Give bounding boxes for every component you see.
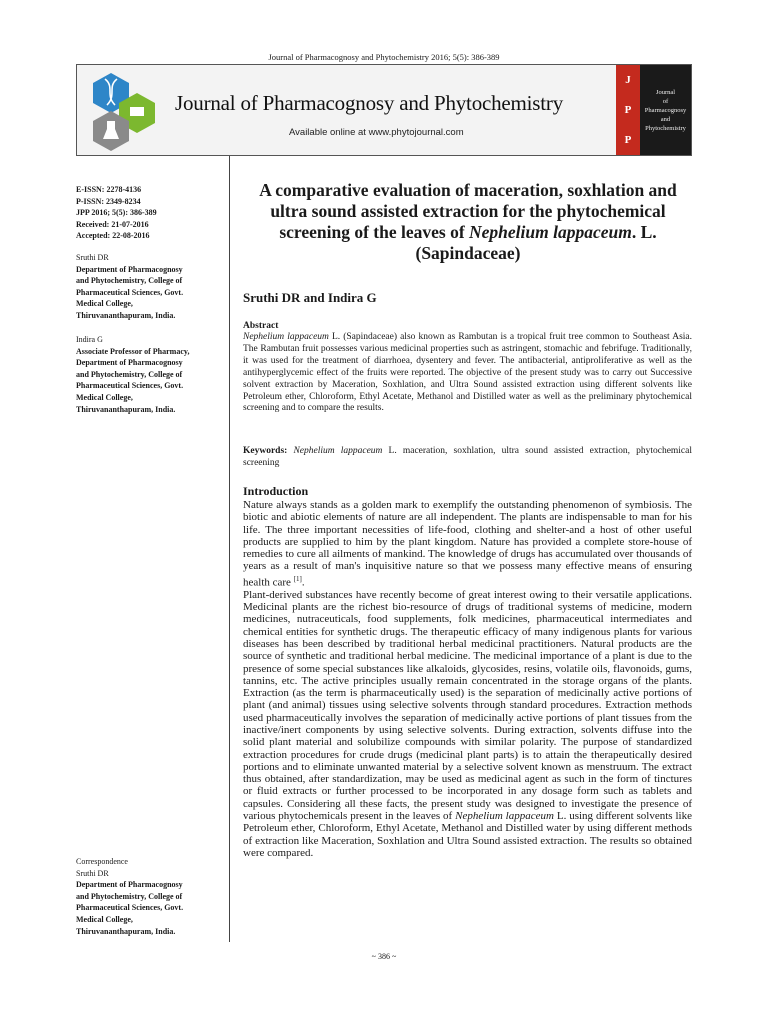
p-issn: P-ISSN: 2349-8234 (76, 196, 141, 206)
journal-logo-icon (85, 71, 161, 151)
citation-ref: [1] (293, 574, 302, 583)
badge-line: and (660, 115, 671, 123)
article-authors: Sruthi DR and Indira G (243, 290, 377, 305)
article-title (243, 180, 693, 264)
badge-line: Pharmacognosy (644, 106, 687, 114)
volume-info: JPP 2016; 5(5): 386-389 (76, 208, 157, 218)
title-species: Nephelium lappaceum (469, 222, 632, 242)
correspondence-label: Correspondence (76, 857, 128, 866)
correspondence-block (76, 856, 226, 937)
strip-letter: P (624, 104, 632, 116)
affiliation-line: Thiruvananthapuram, India. (76, 310, 176, 320)
available-online-text: Available online at www.phytojournal.com (289, 127, 464, 138)
affiliation-line: Thiruvananthapuram, India. (76, 926, 176, 936)
intro-p1-text: Nature always stands as a golden mark to exemplify the outstanding phenomenon of symbiosis. The biotic and abiotic elements of nature are all independent. The plants are indispensable to man for his life. The three important necessities of life-food, clothing and shelter-and a host of other useful products are supplied to him by the plant kingdom. Nature has provided a complete store-house of remedies to cure all ailments of mankind. The knowledge of drugs has accumulated over thousands of years as a result of man's inquisitive nature so that we possess many effective means of ensuring health care (243, 499, 692, 589)
abstract-text: L. (Sapindaceae) also known as Rambutan is a tropical fruit tree common to Southeast Asia. The Rambutan fruit possesses various medicinal properties such as astringent, stomachic and febrifuge. Traditionally, it was used for the treatment of diarrhoea, dysentery and fever. The antibacterial, antiproliferative as well as the antihyperglycemic effect of the fruits were reported. The objective of the present study was to carry out Successive solvent extraction by Maceration, Soxhlation, and Ultra Sound assisted extraction using different solvents like Petroleum ether, Chloroform, Ethyl Acetate, Methanol and Distilled water as well as the preliminary phytochemical screening and to compare the results. (243, 332, 693, 414)
title-text-end: . L. (Sapindaceae) (415, 222, 657, 263)
affiliation-line: Pharmaceutical Sciences, Govt. (76, 903, 184, 913)
strip-letter: P (624, 134, 632, 146)
intro-paragraph: Nature always stands as a golden mark to exemplify the outstanding phenomenon of symbiosis. The biotic and abiotic elements of nature are all independent. The plants are indispensable to man for his life. The three important necessities of life-food, clothing and shelter-and a host of other useful products are supplied to him by the plant kingdom. Nature has provided a complete store-house of remedies to cure all ailments of mankind. The knowledge of drugs has accumulated over thousands of years as a result of man's inquisitive nature so that we possess many effective means of ensuring health care [1]. (243, 499, 692, 589)
affiliation-line: Pharmaceutical Sciences, Govt. (76, 287, 184, 297)
intro-p2-end: L. using different solvents like Petroleum ether, Chloroform, Ethyl Acetate, Methanol and Distilled water by using different methods of extraction like Maceration, Soxhlation and Ultra Sound assisted extraction. The results so obtained were compared. (243, 810, 692, 859)
abstract-body (243, 332, 692, 415)
affiliation-line: Department of Pharmacognosy (76, 264, 183, 274)
strip-letter: J (625, 74, 631, 86)
keywords-species: Nephelium lappaceum (293, 446, 383, 456)
affiliation-line: Pharmaceutical Sciences, Govt. (76, 381, 184, 391)
affiliation-line: Department of Pharmacognosy (76, 880, 183, 890)
affiliation-line: Associate Professor of Pharmacy, (76, 346, 190, 356)
column-divider (229, 156, 230, 942)
author2-name: Indira G (76, 335, 103, 344)
introduction-heading: Introduction (243, 484, 309, 498)
keywords (243, 446, 692, 470)
affiliation-line: and Phytochemistry, College of (76, 276, 183, 286)
abstract-heading: Abstract (243, 321, 279, 331)
keywords-text: L. maceration, soxhlation, ultra sound assisted extraction, phytochemical screening (243, 446, 693, 468)
author1-block (76, 252, 226, 322)
intro-paragraph (243, 589, 692, 860)
badge-line: of (662, 97, 669, 105)
e-issn: E-ISSN: 2278-4136 (76, 185, 142, 194)
keywords-label: Keywords: (243, 446, 288, 456)
jpp-strip (616, 65, 640, 155)
title-text: A comparative evaluation of maceration, soxhlation and ultra sound assisted extraction for the phytochemical screening of the leaves of (259, 180, 677, 242)
running-head: Journal of Pharmacognosy and Phytochemistry 2016; 5(5): 386-389 (268, 52, 500, 62)
affiliation-line: and Phytochemistry, College of (76, 891, 183, 901)
affiliation-line: Medical College, (76, 914, 133, 924)
correspondence-name: Sruthi DR (76, 868, 109, 878)
affiliation-line: Medical College, (76, 392, 133, 402)
intro-p2-text: Plant-derived substances have recently become of great interest owing to their versatile applications. Medicinal plants are the richest bio-resource of drugs of traditional systems of medicine, modern medicines, nutraceuticals, food supplements, folk medicines, pharmaceutical intermediates and chemical entities for synthetic drugs. The therapeutic efficacy of many indigenous plants for various diseases has been described by traditional herbal medicinal practitioners. Natural products are the source of synthetic and traditional herbal medicine. The medicinal importance of a plant is due to the presence of some special substances like alkaloids, glycosides, resins, volatile oils, flavonoids, gums, tannins, etc. The active principles usually remain concentrated in the storage organs of the plants. Extraction (as the term is pharmaceutically used) is the separation of medicinally active portions of plant (and animal) tissues using selective solvents through standard procedures. Extraction methods used pharmaceutically involves the separation of medicinally active portions of plant tissues from the inactive/inert components by using selective solvents. During extraction, solvents diffuse into the solid plant material and solubilize compounds with similar polarity. The purpose of standardized extraction procedures for crude drugs (medicinal plant parts) is to attain the therapeutically desired portions and to eliminate unwanted material by a selective solvent known as menstruum. The extract thus obtained, after standardization, may be used as medicinal agent as such in the form of tinctures or fluid extracts or further processed to be incorporated in any dosage form such as tablets and capsules. Considering all these facts, the present study was designed to investigate the presence of various phytochemicals present in the leaves of (243, 588, 692, 823)
introduction-body (243, 499, 692, 859)
journal-banner (76, 64, 692, 156)
affiliation-line: Department of Pharmacognosy (76, 358, 183, 368)
journal-name: Journal of Pharmacognosy and Phytochemistry (175, 91, 564, 115)
badge-line: Phytochemistry (645, 124, 686, 132)
article-meta (76, 184, 226, 242)
page-number: ~ 386 ~ (371, 952, 397, 961)
accepted-date: Accepted: 22-08-2016 (76, 231, 150, 241)
received-date: Received: 21-07-2016 (76, 219, 149, 229)
badge-line: Journal (655, 88, 676, 96)
abstract-species: Nephelium lappaceum (243, 332, 329, 342)
author2-block (76, 334, 226, 415)
author1-name: Sruthi DR (76, 253, 109, 262)
affiliation-line: and Phytochemistry, College of (76, 369, 183, 379)
affiliation-line: Thiruvananthapuram, India. (76, 404, 176, 414)
journal-badge (640, 65, 691, 155)
intro-species: Nephelium lappaceum (455, 810, 554, 823)
affiliation-line: Medical College, (76, 299, 133, 309)
